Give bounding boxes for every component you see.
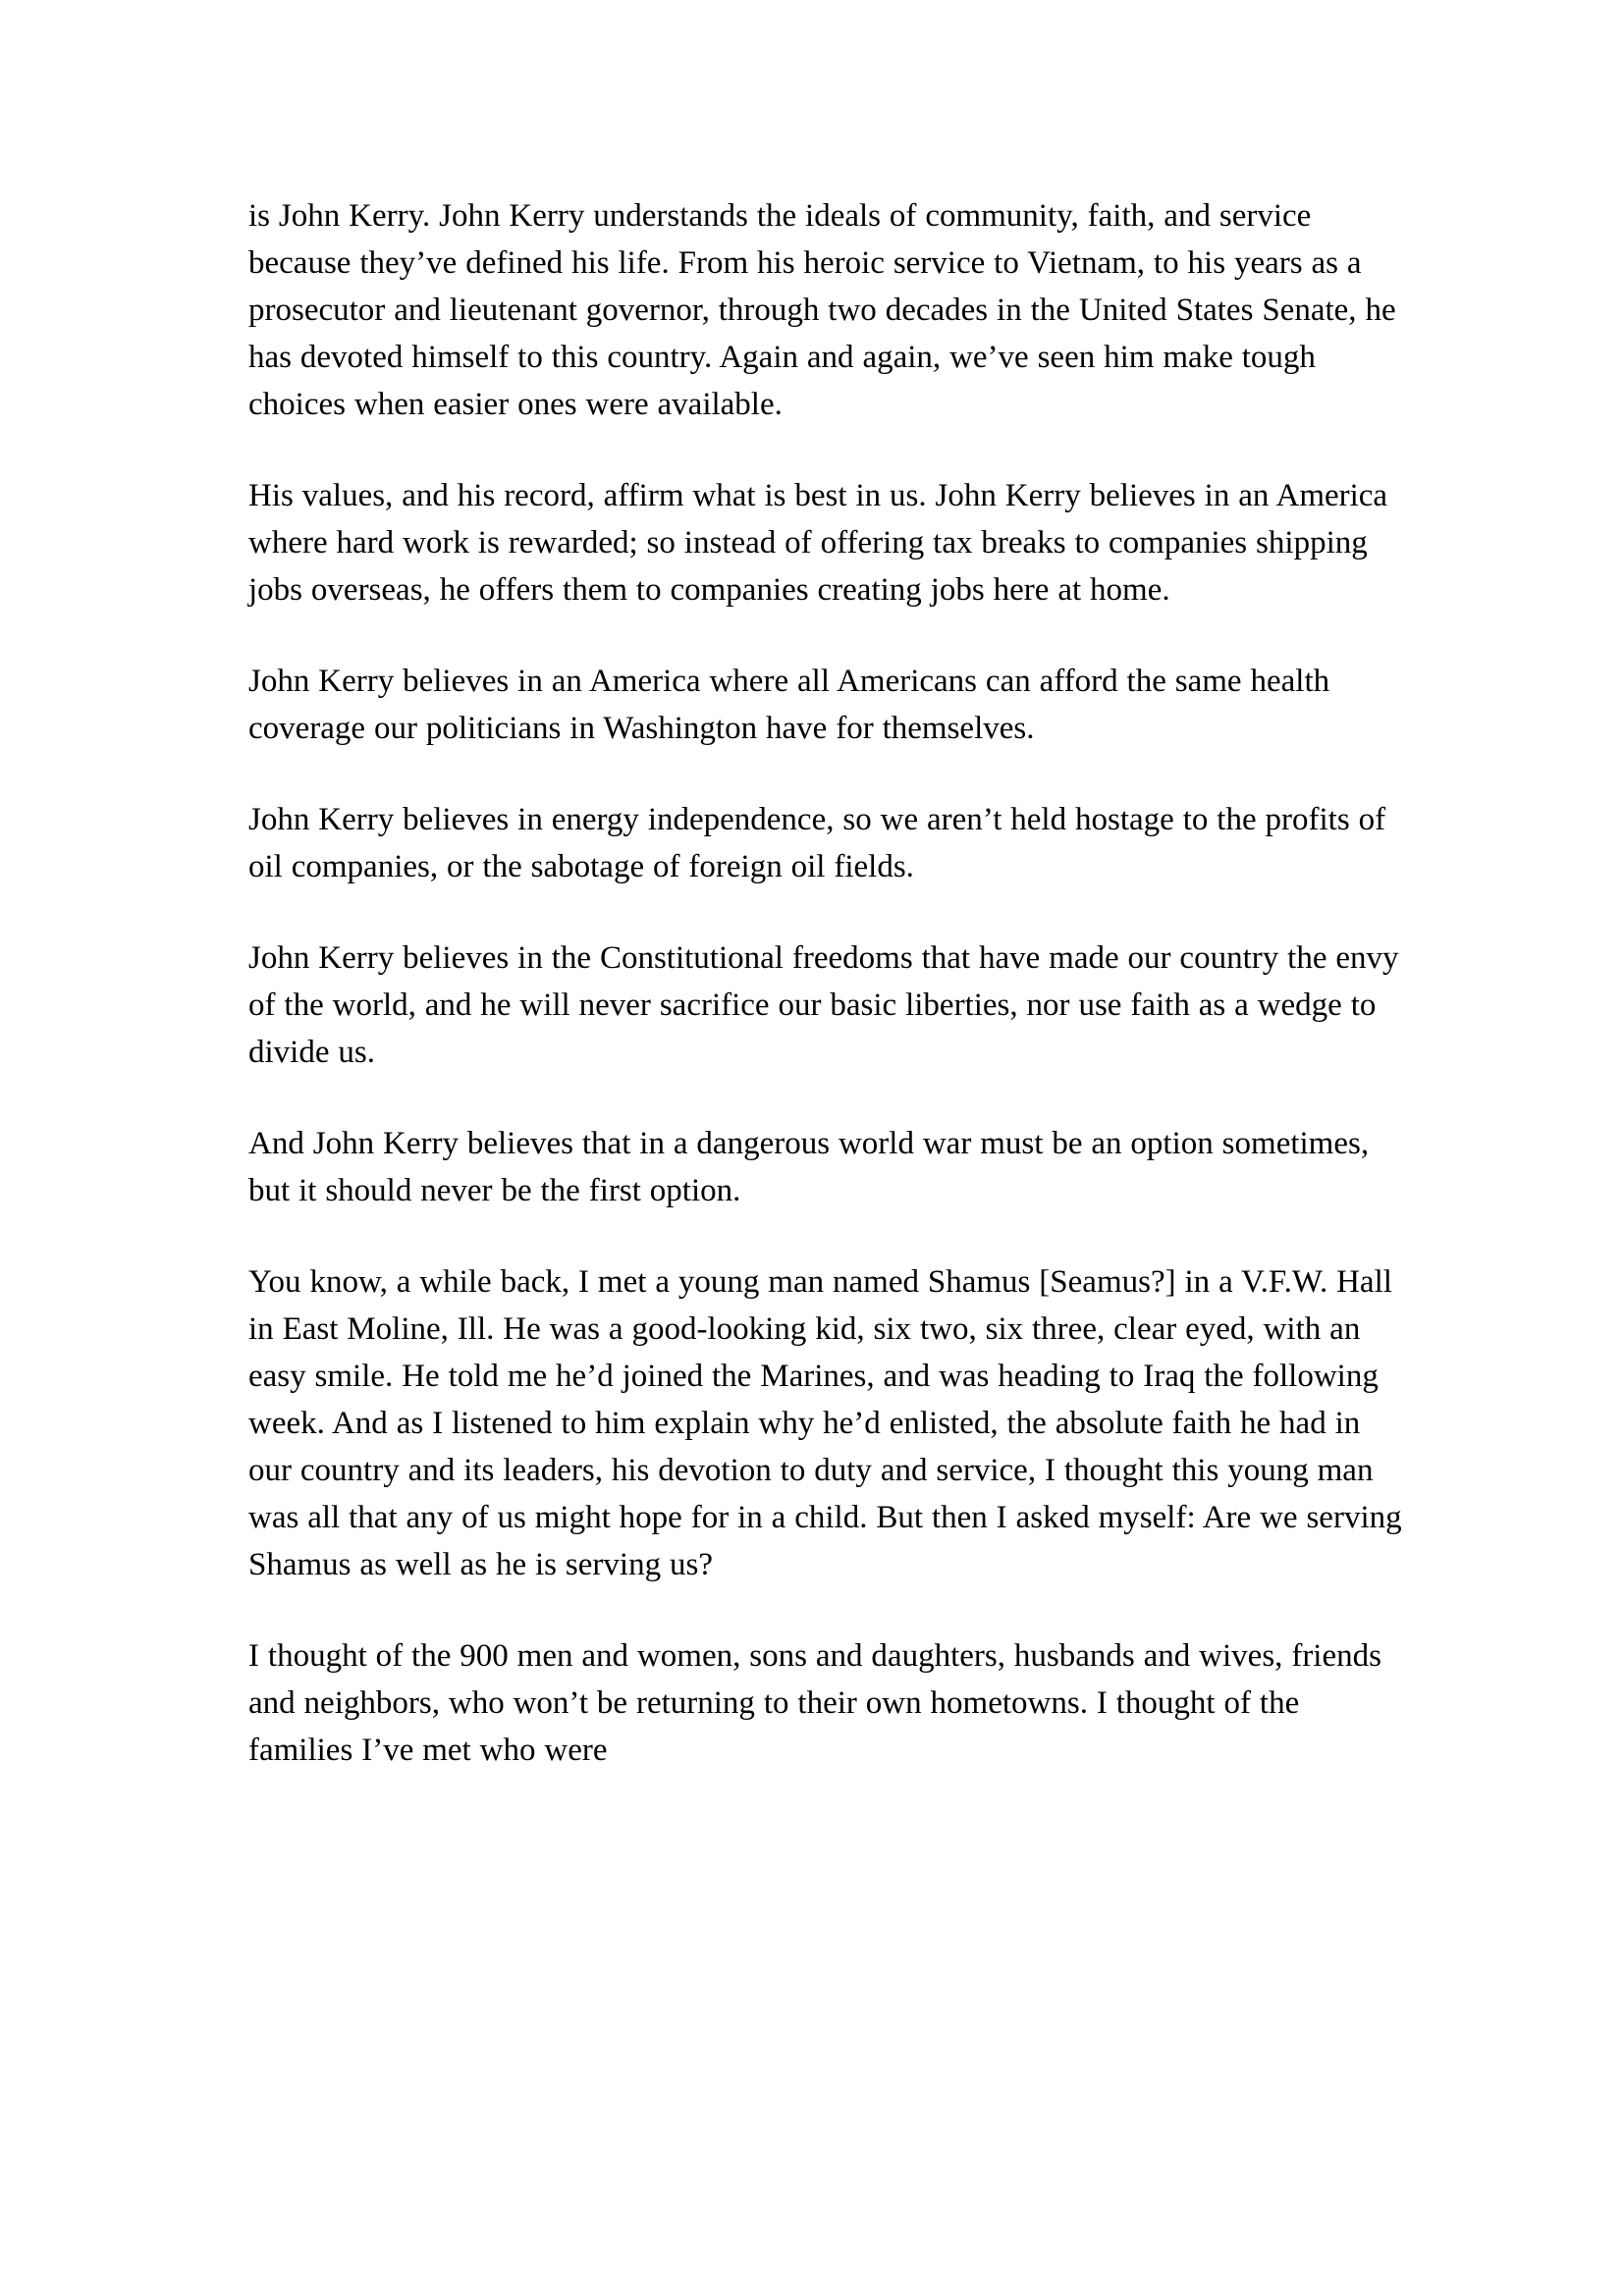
paragraph: is John Kerry. John Kerry understands the ideals of community, faith, and service because they’ve defined his life. From his heroic service to Vietnam, to his years as a prosecutor and lieutenant governor, through two decades in the United States Senate, he has devoted himself to this country. Again and again, we’ve seen him make tough choices when easier ones were available. [248,198,1396,422]
paragraph: John Kerry believes in the Constitutional freedoms that have made our country the envy of the world, and he will never sacrifice our basic liberties, nor use faith as a wedge to divide us. [248,940,1399,1070]
paragraph: His values, and his record, affirm what is best in us. John Kerry believes in an America where hard work is rewarded; so instead of offering tax breaks to companies shipping jobs overseas, he offers them to companies creating jobs here at home. [248,478,1388,608]
paragraph: You know, a while back, I met a young man named Shamus [Seamus?] in a V.F.W. Hall in East Moline, Ill. He was a good-looking kid, six two, six three, clear eyed, with an easy smile. He told me he’d joined the Marines, and was heading to Iraq the following week. And as I listened to him explain why he’d enlisted, the absolute faith he had in our country and its leaders, his devotion to duty and service, I thought this young man was all that any of us might hope for in a child. But then I asked myself: Are we serving Shamus as well as he is serving us? [248,1264,1402,1582]
paragraph: I thought of the 900 men and women, sons and daughters, husbands and wives, friends and neighbors, who won’t be returning to their own hometowns. I thought of the families I’ve met who were [248,1638,1381,1768]
paragraph: John Kerry believes in energy independence, so we aren’t held hostage to the profits of oil companies, or the sabotage of foreign oil fields. [248,802,1386,884]
paragraph: John Kerry believes in an America where all Americans can afford the same health coverage our politicians in Washington have for themselves. [248,664,1330,746]
paragraph: And John Kerry believes that in a dangerous world war must be an option sometimes, but it should never be the first option. [248,1126,1370,1208]
